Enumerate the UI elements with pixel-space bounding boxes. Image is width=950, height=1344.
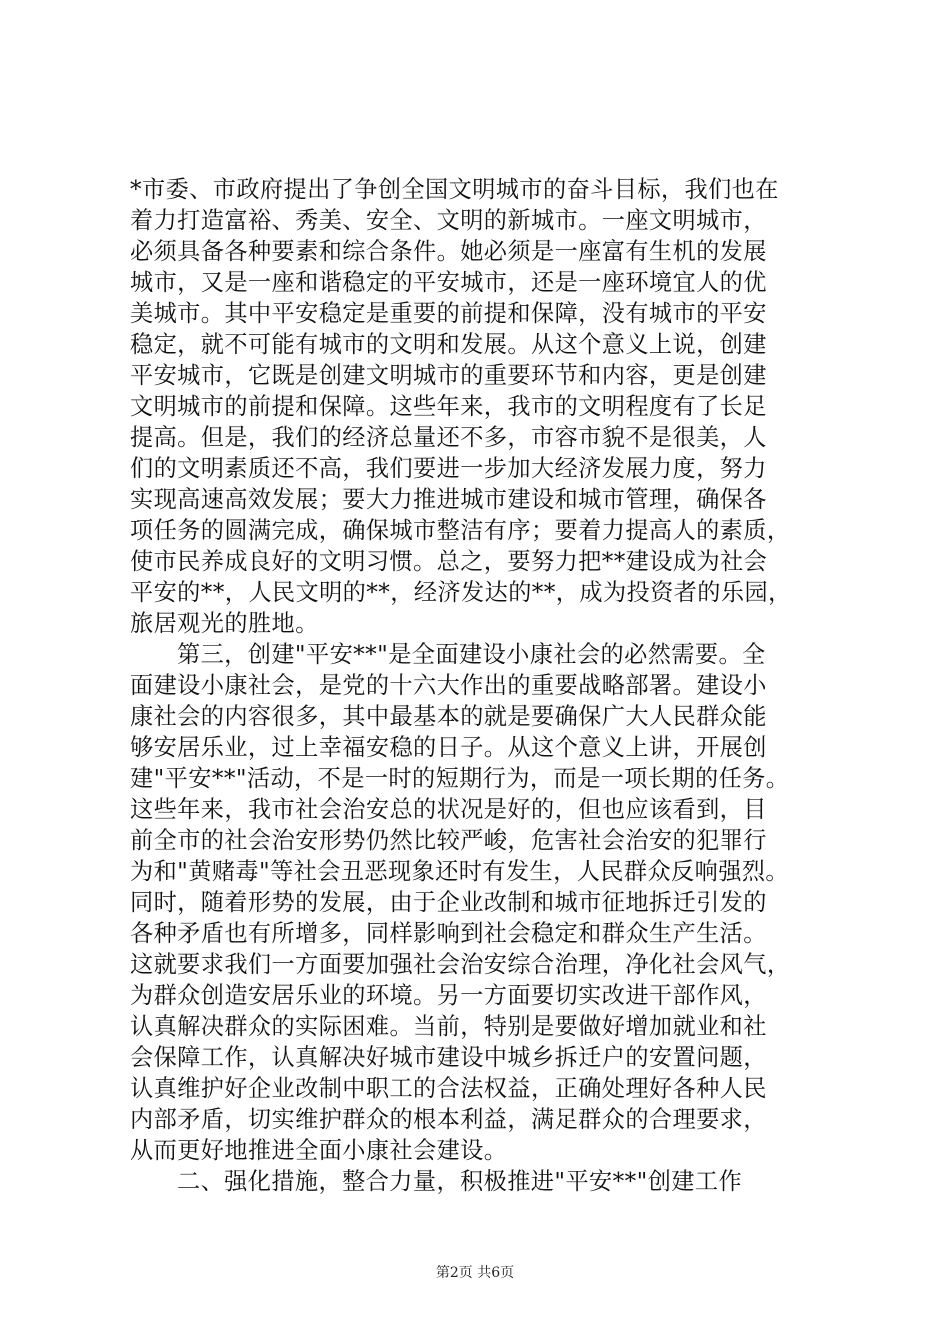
text-line: 够安居乐业，过上幸福安稳的日子。从这个意义上讲，开展创 (130, 734, 767, 761)
text-line: 这就要求我们一方面要加强社会治安综合治理，净化社会风气， (130, 951, 791, 978)
text-line: 内部矛盾，切实维护群众的根本利益，满足群众的合理要求， (130, 1106, 767, 1133)
text-line: 同时，随着形势的发展，由于企业改制和城市征地拆迁引发的 (130, 889, 767, 916)
text-line: 为群众创造安居乐业的环境。另一方面要切实改进干部作风， (130, 982, 767, 1009)
text-line: 各种矛盾也有所增多，同样影响到社会稳定和群众生产生活。 (130, 920, 767, 947)
text-line: 前全市的社会治安形势仍然比较严峻，危害社会治安的犯罪行 (130, 827, 767, 854)
text-line: 平安的**，人民文明的**，经济发达的**，成为投资者的乐园， (130, 579, 792, 606)
text-line: 认真维护好企业改制中职工的合法权益，正确处理好各种人民 (130, 1075, 767, 1102)
page-number-footer: 第2页 共6页 (435, 1265, 515, 1281)
text-line: 文明城市的前提和保障。这些年来，我市的文明程度有了长足 (130, 393, 767, 420)
text-line: 为和"黄赌毒"等社会丑恶现象还时有发生，人民群众反响强烈。 (130, 858, 789, 885)
text-line: 建"平安**"活动，不是一时的短期行为，而是一项长期的任务。 (130, 765, 790, 792)
section-heading: 二、强化措施，整合力量，积极推进"平安**"创建工作 (177, 1168, 743, 1195)
text-line: 实现高速高效发展；要大力推进城市建设和城市管理，确保各 (130, 486, 767, 513)
body-text (130, 174, 835, 1197)
text-line: 康社会的内容很多，其中最基本的就是要确保广大人民群众能 (130, 703, 767, 730)
text-line: 们的文明素质还不高，我们要进一步加大经济发展力度，努力 (130, 455, 767, 482)
text-line: 这些年来，我市社会治安总的状况是好的，但也应该看到，目 (130, 796, 767, 823)
text-line: 平安城市，它既是创建文明城市的重要环节和内容，更是创建 (130, 362, 767, 389)
text-line: 美城市。其中平安稳定是重要的前提和保障，没有城市的平安 (130, 300, 767, 327)
paragraph-start-line: 第三，创建"平安**"是全面建设小康社会的必然需要。全 (177, 641, 766, 668)
text-line: 城市，又是一座和谐稳定的平安城市，还是一座环境宜人的优 (130, 269, 767, 296)
text-line: 提高。但是，我们的经济总量还不多，市容市貌不是很美，人 (130, 424, 767, 451)
text-line: 认真解决群众的实际困难。当前，特别是要做好增加就业和社 (130, 1013, 767, 1040)
text-line: 着力打造富裕、秀美、安全、文明的新城市。一座文明城市， (130, 207, 767, 234)
text-line: 项任务的圆满完成，确保城市整洁有序；要着力提高人的素质， (130, 517, 791, 544)
text-line: 从而更好地推进全面小康社会建设。 (130, 1137, 508, 1164)
text-line: 必须具备各种要素和综合条件。她必须是一座富有生机的发展 (130, 238, 767, 265)
text-line: 稳定，就不可能有城市的文明和发展。从这个意义上说，创建 (130, 331, 767, 358)
text-line: 面建设小康社会，是党的十六大作出的重要战略部署。建设小 (130, 672, 767, 699)
text-line: 旅居观光的胜地。 (130, 610, 319, 637)
text-line: *市委、市政府提出了争创全国文明城市的奋斗目标，我们也在 (130, 176, 779, 203)
text-line: 会保障工作，认真解决好城市建设中城乡拆迁户的安置问题， (130, 1044, 767, 1071)
text-line: 使市民养成良好的文明习惯。总之，要努力把**建设成为社会 (130, 548, 768, 575)
